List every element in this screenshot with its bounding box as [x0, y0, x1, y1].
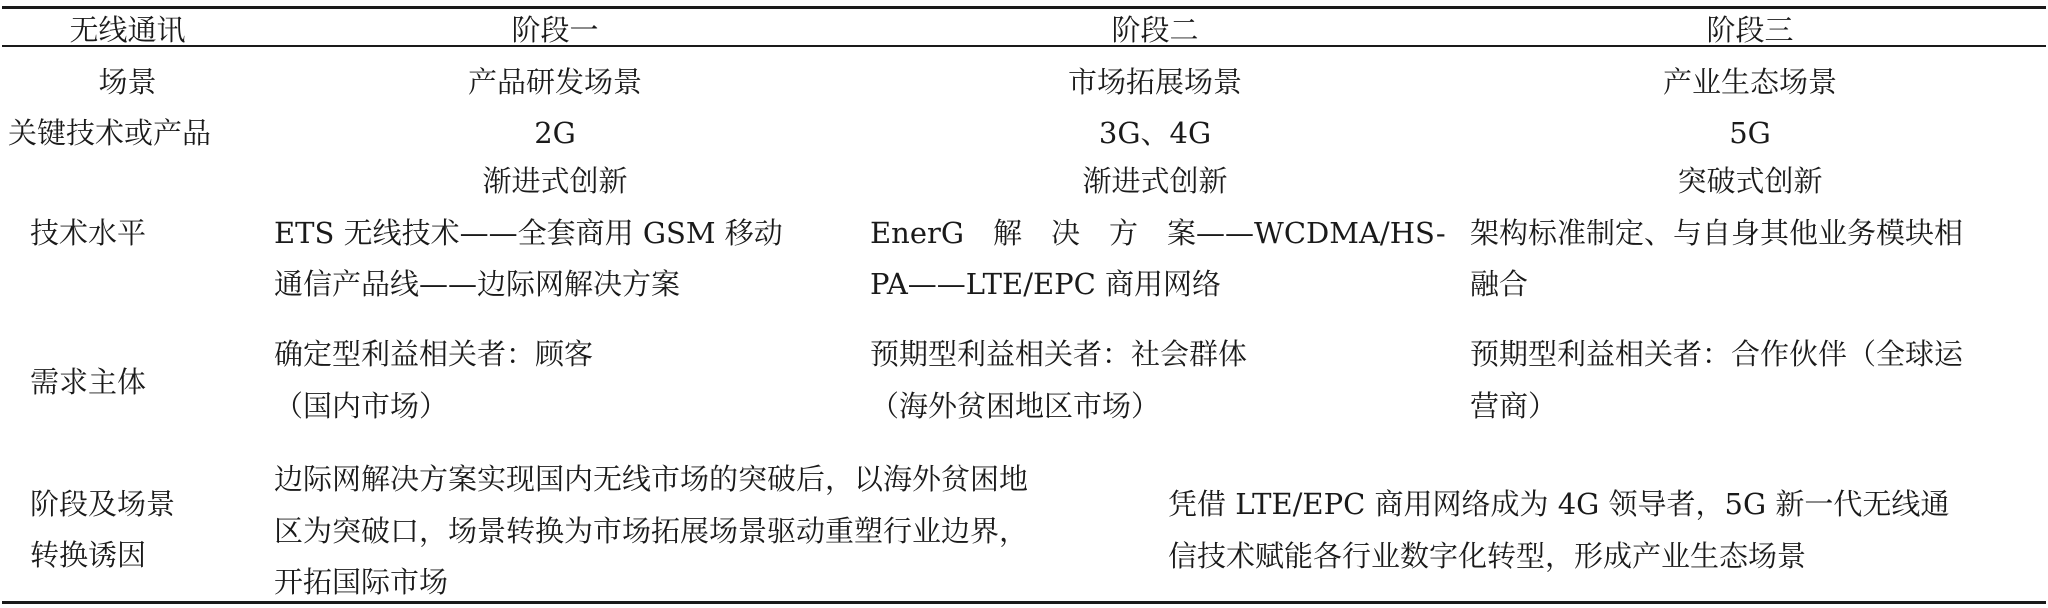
row-keytech-stage1: 2G [534, 116, 576, 150]
row-techlevel-stage3-line1: 架构标准制定、与自身其他业务模块相 [1470, 216, 1964, 250]
row-demand-label: 需求主体 [30, 365, 147, 399]
row-trigger-right-line1: 凭借 LTE/EPC 商用网络成为 4G 领导者，5G 新一代无线通 [1168, 487, 1950, 521]
header-stage2: 阶段二 [1111, 13, 1199, 47]
row-scene-stage2: 市场拓展场景 [1067, 65, 1242, 99]
row-demand-stage1-line2: （国内市场） [274, 389, 449, 423]
row-techlevel-label: 技术水平 [30, 216, 147, 250]
row-techlevel-stage1-line1: ETS 无线技术——全套商用 GSM 移动 [274, 216, 783, 250]
row-scene-stage1: 产品研发场景 [467, 65, 642, 99]
bottom-rule [2, 601, 2046, 604]
row-trigger-right-line2: 信技术赋能各行业数字化转型，形成产业生态场景 [1168, 539, 1807, 573]
row-techlevel-stage1-line2: 通信产品线——边际网解决方案 [274, 267, 681, 301]
row-trigger-left-line1: 边际网解决方案实现国内无线市场的突破后，以海外贫困地 [274, 462, 1029, 496]
row-keytech-stage2: 3G、4G [1098, 116, 1212, 150]
row-demand-stage2-line2: （海外贫困地区市场） [870, 389, 1161, 423]
row-demand-stage3-line1: 预期型利益相关者：合作伙伴（全球运 [1470, 337, 1964, 371]
row-techlevel-stage1-head: 渐进式创新 [482, 164, 628, 198]
row-trigger-left-line2: 区为突破口，场景转换为市场拓展场景驱动重塑行业边界， [274, 514, 1029, 548]
row-demand-stage2-line1: 预期型利益相关者：社会群体 [870, 337, 1248, 371]
row-trigger-label-line1: 阶段及场景 [30, 487, 176, 521]
row-trigger-label-line2: 转换诱因 [30, 538, 147, 572]
header-stage3: 阶段三 [1706, 13, 1794, 47]
row-scene-label: 场景 [98, 65, 157, 99]
row-techlevel-stage3-line2: 融合 [1470, 267, 1529, 301]
row-techlevel-stage2-head: 渐进式创新 [1082, 164, 1228, 198]
row-keytech-stage3: 5G [1729, 116, 1771, 150]
row-scene-stage3: 产业生态场景 [1662, 65, 1837, 99]
top-rule [2, 6, 2046, 9]
row-demand-stage3-line2: 营商） [1470, 389, 1558, 423]
row-techlevel-stage3-head: 突破式创新 [1677, 164, 1823, 198]
row-trigger-left-line3: 开拓国际市场 [274, 565, 449, 599]
row-techlevel-stage2-line2: PA——LTE/EPC 商用网络 [870, 267, 1222, 301]
row-demand-stage1-line1: 确定型利益相关者：顾客 [274, 337, 594, 371]
header-stage1: 阶段一 [511, 13, 599, 47]
row-keytech-label: 关键技术或产品 [8, 116, 212, 150]
row-techlevel-stage2-line1: EnerG 解 决 方 案——WCDMA/HS- [870, 216, 1446, 250]
header-col0: 无线通讯 [69, 13, 186, 47]
